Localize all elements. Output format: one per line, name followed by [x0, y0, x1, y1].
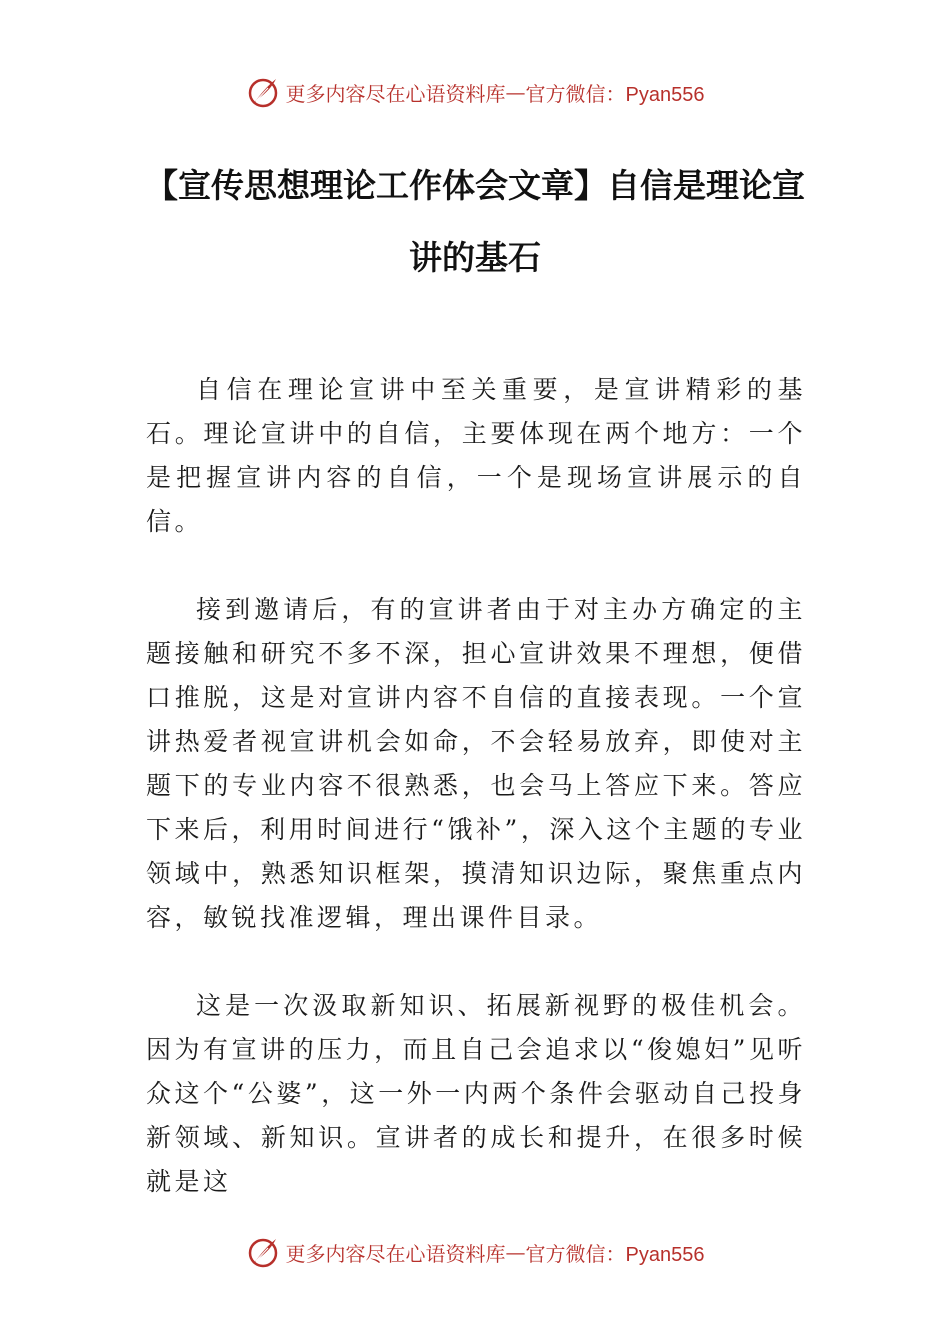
banner-separator: — [505, 1240, 526, 1264]
paragraph: 接到邀请后，有的宣讲者由于对主办方确定的主题接触和研究不多不深，担心宣讲效果不理想，便借口推脱，这是对宣讲内容不自信的直接表现。一个宣讲热爱者视宣讲机会如命，不会轻易放弃，即使对主题下的专业内容不很熟悉，也会马上答应下来。答应下来后，利用时间进行“饿补”，深入这个主题的专业领域中，熟悉知识框架，摸清知识边际，聚焦重点内容，敏锐找准逻辑，理出课件目录。 [146, 595, 806, 932]
paragraph: 这是一次汲取新知识、拓展新视野的极佳机会。因为有宣讲的压力，而且自己会追求以“俊媳妇”见听众这个“公婆”，这一外一内两个条件会驱动自己投身新领域、新知识。宣讲者的成长和提升，在很多时候就是这 [146, 991, 806, 1196]
header-banner [0, 72, 950, 112]
document-title: 【宣传思想理论工作体会文章】自信是理论宣讲的基石 [145, 166, 805, 277]
quill-logo-icon [246, 75, 280, 109]
footer-banner [0, 1232, 950, 1272]
banner-text: 更多内容尽在心语资料库 [285, 1241, 506, 1266]
document-body [146, 368, 806, 1248]
wechat-label: 官方微信：Pyan556 [525, 83, 705, 106]
paragraph: 自信在理论宣讲中至关重要，是宣讲精彩的基石。理论宣讲中的自信，主要体现在两个地方：一个是把握宣讲内容的自信，一个是现场宣讲展示的自信。 [146, 375, 806, 536]
wechat-label: 官方微信：Pyan556 [525, 1243, 705, 1266]
quill-logo-icon [246, 1235, 280, 1269]
banner-text: 更多内容尽在心语资料库 [285, 81, 506, 106]
banner-separator: — [505, 80, 526, 104]
